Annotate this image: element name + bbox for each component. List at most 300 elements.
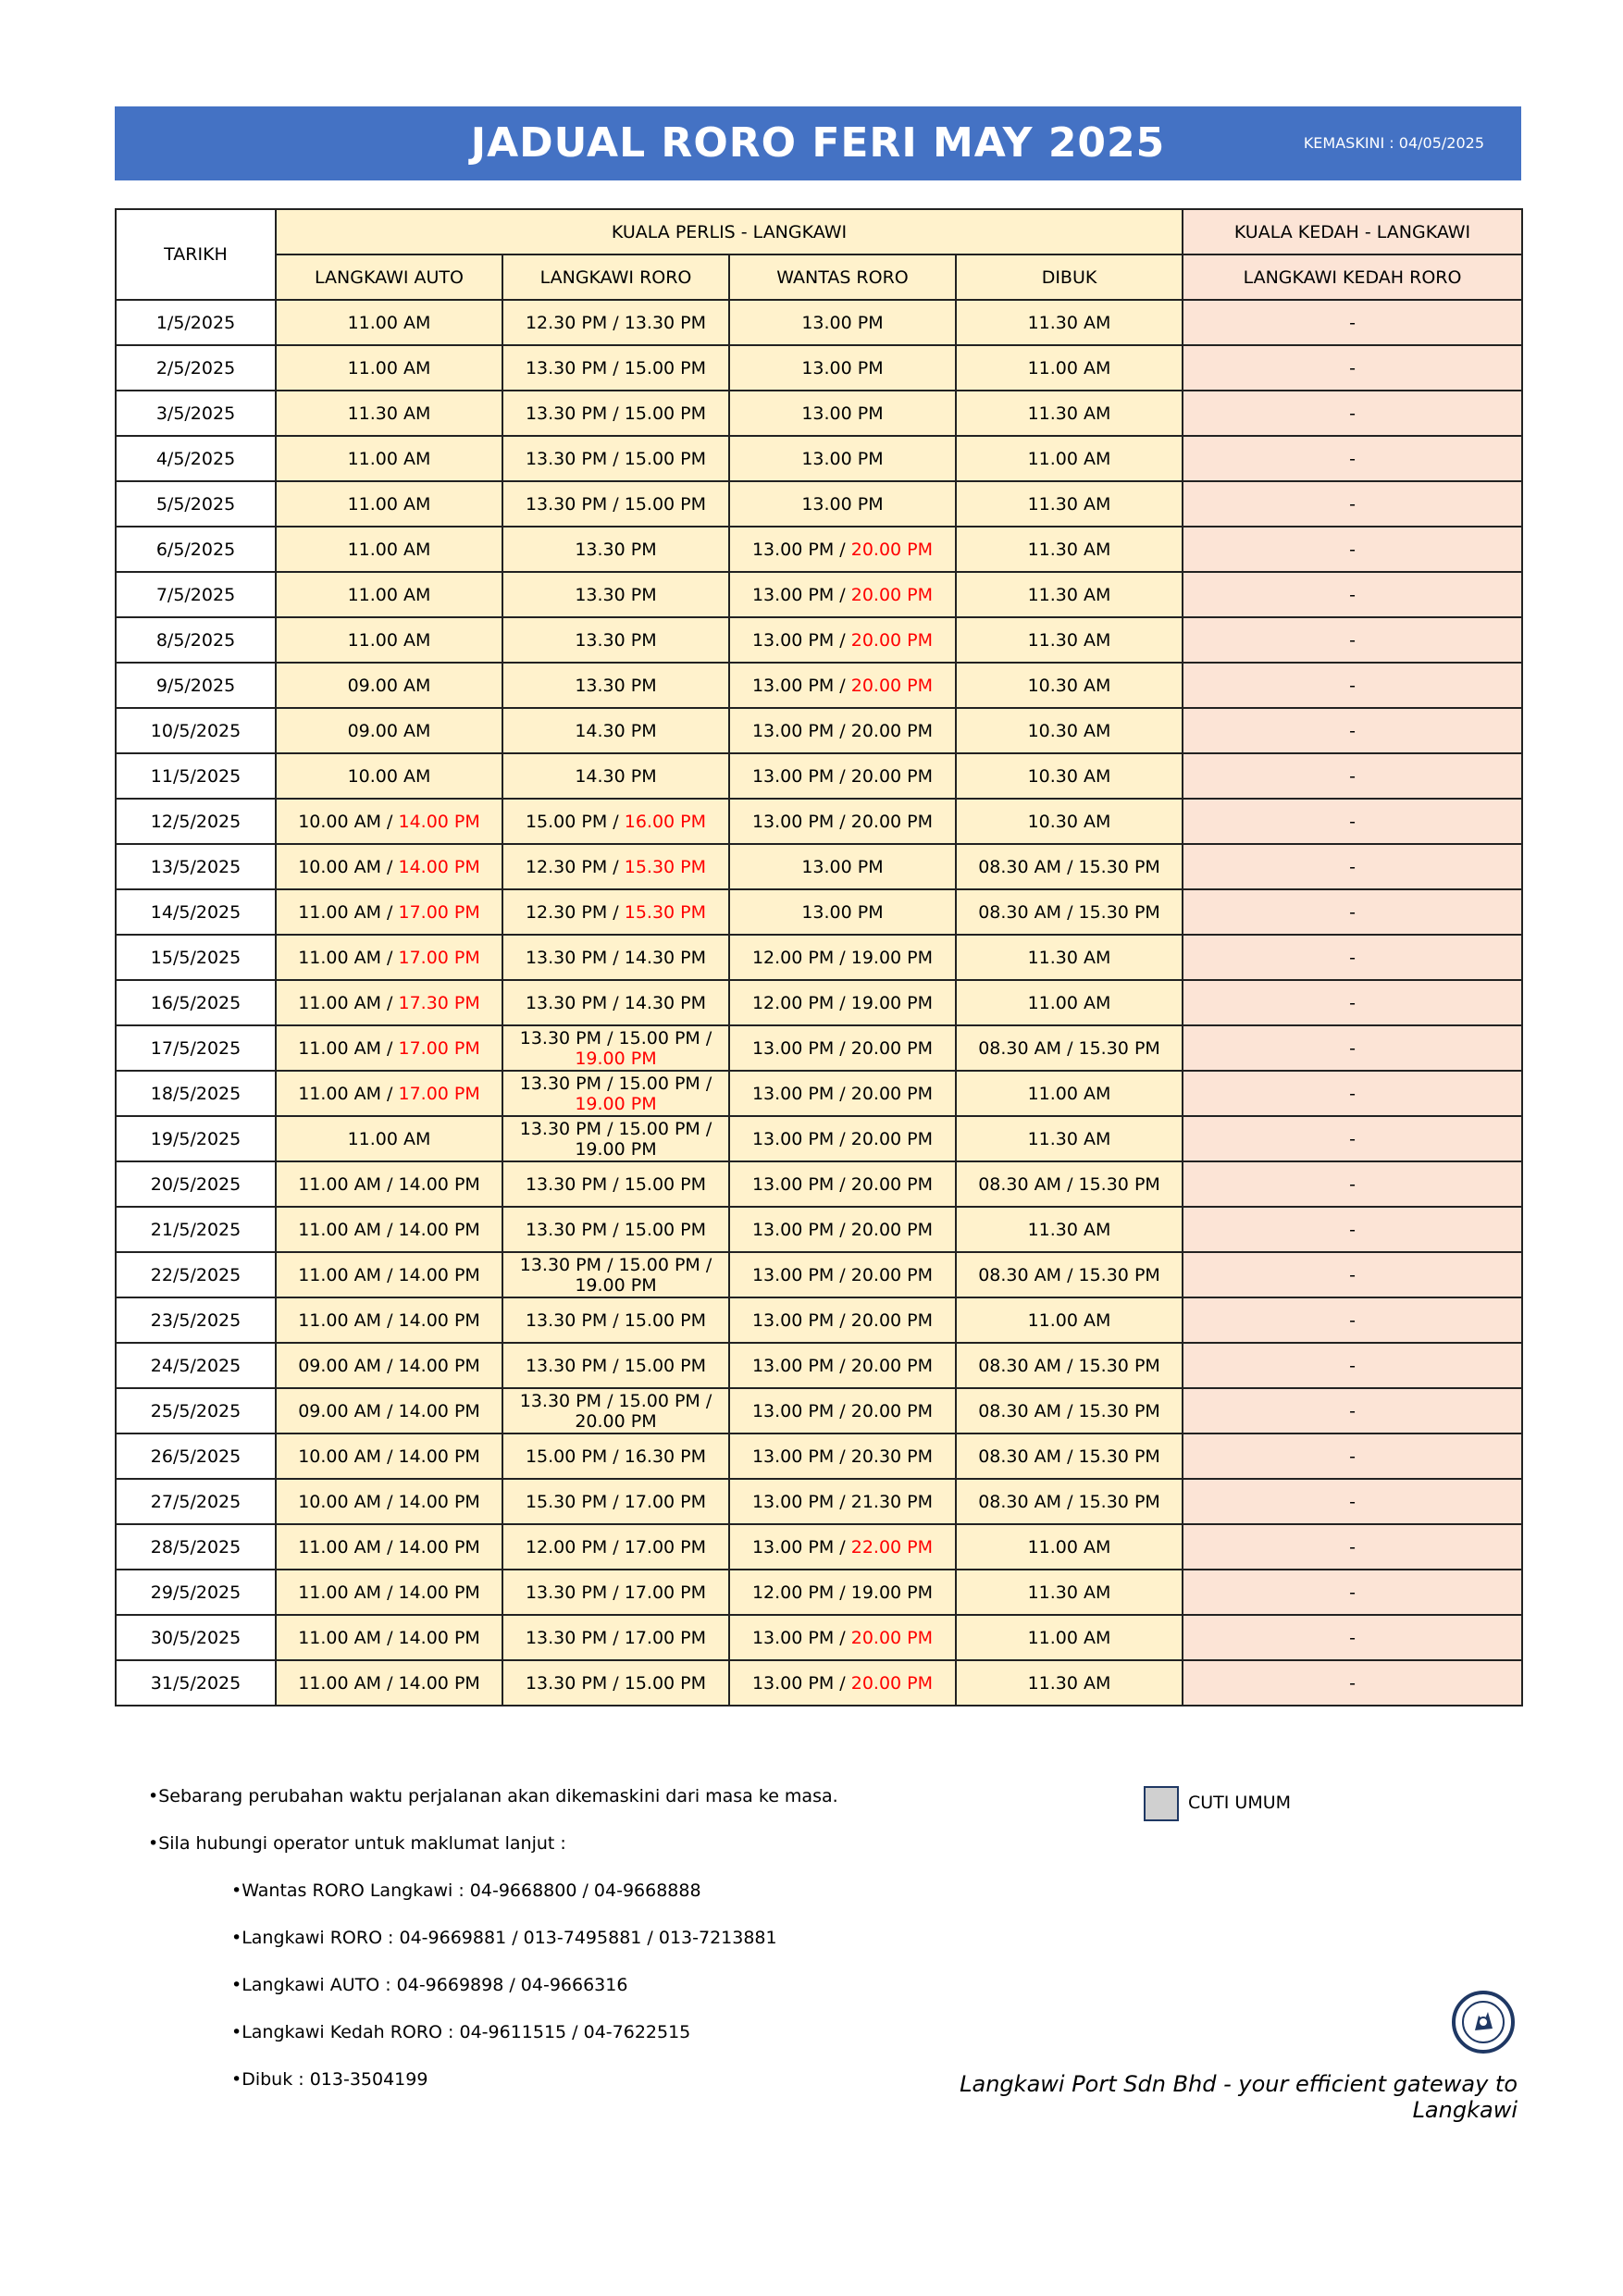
table-row bbox=[116, 481, 1522, 527]
time-text: 11.30 AM bbox=[1027, 947, 1111, 968]
time-text: 11.30 AM bbox=[1027, 1582, 1111, 1603]
added-time-text: 19.00 PM bbox=[575, 1093, 657, 1114]
time-text: 13.00 PM bbox=[801, 312, 884, 333]
time-cell-langkawi-kedah-roro bbox=[1183, 1071, 1522, 1116]
time-text: 13.00 PM bbox=[801, 493, 884, 515]
time-text: 13.30 PM / 15.00 PM bbox=[525, 357, 707, 379]
time-text: 12.00 PM / 17.00 PM bbox=[525, 1536, 707, 1558]
table-row bbox=[116, 1116, 1522, 1161]
time-text: 13.30 PM / 15.00 PM bbox=[525, 1355, 707, 1376]
time-cell-dibuk bbox=[956, 935, 1183, 980]
time-cell-langkawi-kedah-roro bbox=[1183, 1433, 1522, 1479]
time-text: 12.30 PM / bbox=[525, 856, 625, 877]
added-time-text: 20.00 PM bbox=[850, 1672, 934, 1694]
time-cell-langkawi-roro bbox=[502, 1252, 729, 1297]
time-cell-langkawi-kedah-roro bbox=[1183, 708, 1522, 753]
time-cell-langkawi-kedah-roro bbox=[1183, 1343, 1522, 1388]
time-cell-langkawi-auto bbox=[276, 1524, 502, 1570]
table-row bbox=[116, 844, 1522, 889]
time-cell-langkawi-auto bbox=[276, 708, 502, 753]
time-cell-langkawi-roro bbox=[502, 345, 729, 391]
time-text: - bbox=[1349, 1128, 1356, 1149]
time-text: 13.00 PM bbox=[801, 901, 884, 923]
table-row bbox=[116, 1660, 1522, 1706]
time-cell-langkawi-kedah-roro bbox=[1183, 345, 1522, 391]
added-time-text: 17.30 PM bbox=[398, 992, 480, 1013]
time-cell-langkawi-auto bbox=[276, 1116, 502, 1161]
time-text: - bbox=[1349, 901, 1356, 923]
time-cell-langkawi-kedah-roro bbox=[1183, 799, 1522, 844]
row-date: 24/5/2025 bbox=[116, 1343, 276, 1388]
time-cell-langkawi-auto bbox=[276, 1343, 502, 1388]
contact-langkawi-auto: •Langkawi AUTO : 04-9669898 / 04-9666316 bbox=[231, 1975, 628, 1995]
time-text: 11.00 AM bbox=[1027, 1536, 1111, 1558]
time-text: 11.00 AM / bbox=[298, 1037, 399, 1059]
time-text: 13.30 PM / 14.30 PM bbox=[525, 992, 707, 1013]
added-time-text: 20.00 PM bbox=[850, 675, 934, 696]
time-text: 14.30 PM bbox=[575, 720, 657, 741]
time-text: 10.30 AM bbox=[1027, 811, 1111, 832]
table-row bbox=[116, 1433, 1522, 1479]
time-text: 08.30 AM / 15.30 PM bbox=[978, 1355, 1160, 1376]
time-text: 11.30 AM bbox=[1027, 312, 1111, 333]
table-row bbox=[116, 1524, 1522, 1570]
date-column-header: TARIKH bbox=[116, 209, 276, 300]
time-cell-langkawi-auto bbox=[276, 753, 502, 799]
time-cell-dibuk bbox=[956, 753, 1183, 799]
row-date: 9/5/2025 bbox=[116, 663, 276, 708]
time-text: - bbox=[1349, 992, 1356, 1013]
time-text: 13.30 PM / 15.00 PM bbox=[525, 1219, 707, 1240]
time-cell-langkawi-auto bbox=[276, 617, 502, 663]
time-text: 13.30 PM / 17.00 PM bbox=[525, 1582, 707, 1603]
time-text: 13.30 PM bbox=[575, 584, 657, 605]
row-date: 12/5/2025 bbox=[116, 799, 276, 844]
table-row bbox=[116, 1071, 1522, 1116]
time-text: 13.00 PM bbox=[801, 357, 884, 379]
time-cell-langkawi-kedah-roro bbox=[1183, 617, 1522, 663]
time-cell-langkawi-kedah-roro bbox=[1183, 1252, 1522, 1297]
time-text: 11.00 AM / 14.00 PM bbox=[298, 1627, 480, 1648]
table-row bbox=[116, 1615, 1522, 1660]
table-row bbox=[116, 1207, 1522, 1252]
time-text: 11.30 AM bbox=[1027, 493, 1111, 515]
time-cell-langkawi-kedah-roro bbox=[1183, 572, 1522, 617]
time-cell-dibuk bbox=[956, 1297, 1183, 1343]
time-text: 11.30 AM bbox=[1027, 584, 1111, 605]
time-cell-langkawi-kedah-roro bbox=[1183, 391, 1522, 436]
time-cell-langkawi-roro bbox=[502, 1615, 729, 1660]
time-cell-dibuk bbox=[956, 436, 1183, 481]
time-text: 12.00 PM / 19.00 PM bbox=[751, 947, 934, 968]
time-cell-langkawi-roro bbox=[502, 1343, 729, 1388]
time-text: 12.00 PM / 19.00 PM bbox=[751, 992, 934, 1013]
time-text: - bbox=[1349, 1264, 1356, 1285]
time-text: 11.00 AM bbox=[347, 629, 431, 651]
time-cell-langkawi-roro bbox=[502, 1161, 729, 1207]
row-date: 20/5/2025 bbox=[116, 1161, 276, 1207]
langkawi-port-logo bbox=[1451, 1990, 1516, 2054]
column-header-dibuk: DIBUK bbox=[956, 254, 1183, 300]
time-cell-langkawi-roro bbox=[502, 1116, 729, 1161]
table-row bbox=[116, 1343, 1522, 1388]
time-text: 08.30 AM / 15.30 PM bbox=[978, 1264, 1160, 1285]
time-text: - bbox=[1349, 1446, 1356, 1467]
added-time-text: 17.00 PM bbox=[398, 901, 480, 923]
time-cell-langkawi-auto bbox=[276, 663, 502, 708]
table-row bbox=[116, 345, 1522, 391]
time-cell-langkawi-auto bbox=[276, 1388, 502, 1433]
time-cell-dibuk bbox=[956, 1025, 1183, 1071]
time-text: - bbox=[1349, 1083, 1356, 1104]
row-date: 8/5/2025 bbox=[116, 617, 276, 663]
time-text: 13.30 PM / 15.00 PM bbox=[525, 448, 707, 469]
time-cell-wantas-roro bbox=[729, 1116, 956, 1161]
time-cell-langkawi-auto bbox=[276, 935, 502, 980]
row-date: 15/5/2025 bbox=[116, 935, 276, 980]
row-date: 11/5/2025 bbox=[116, 753, 276, 799]
column-header-langkawi-roro: LANGKAWI RORO bbox=[502, 254, 729, 300]
time-text: 13.30 PM / 15.00 PM bbox=[525, 1672, 707, 1694]
time-cell-langkawi-kedah-roro bbox=[1183, 1025, 1522, 1071]
time-text: 13.30 PM / 15.00 PM bbox=[525, 403, 707, 424]
time-text: 13.30 PM / 15.00 PM / bbox=[519, 1027, 712, 1049]
time-cell-wantas-roro bbox=[729, 708, 956, 753]
table-row bbox=[116, 753, 1522, 799]
row-date: 10/5/2025 bbox=[116, 708, 276, 753]
time-cell-langkawi-kedah-roro bbox=[1183, 1570, 1522, 1615]
table-row bbox=[116, 935, 1522, 980]
time-cell-langkawi-auto bbox=[276, 1252, 502, 1297]
time-cell-langkawi-auto bbox=[276, 1570, 502, 1615]
time-text: - bbox=[1349, 584, 1356, 605]
time-text: 10.30 AM bbox=[1027, 765, 1111, 787]
time-cell-langkawi-auto bbox=[276, 980, 502, 1025]
time-cell-langkawi-roro bbox=[502, 391, 729, 436]
time-text: 13.00 PM / 20.00 PM bbox=[751, 1173, 934, 1195]
time-text: 11.00 AM / bbox=[298, 992, 399, 1013]
added-time-text: 17.00 PM bbox=[398, 947, 480, 968]
time-cell-langkawi-roro bbox=[502, 1388, 729, 1433]
time-text: - bbox=[1349, 1309, 1356, 1331]
time-text: 11.00 AM bbox=[1027, 1309, 1111, 1331]
time-text: - bbox=[1349, 493, 1356, 515]
row-date: 27/5/2025 bbox=[116, 1479, 276, 1524]
time-text: 11.00 AM bbox=[347, 1128, 431, 1149]
table-row bbox=[116, 436, 1522, 481]
time-text: 10.00 AM / bbox=[298, 856, 399, 877]
time-text: 13.00 PM / 20.00 PM bbox=[751, 720, 934, 741]
time-cell-langkawi-roro bbox=[502, 617, 729, 663]
time-cell-langkawi-auto bbox=[276, 844, 502, 889]
time-cell-langkawi-roro bbox=[502, 663, 729, 708]
time-text: 13.00 PM / 20.30 PM bbox=[751, 1446, 934, 1467]
time-cell-langkawi-auto bbox=[276, 1433, 502, 1479]
time-text: 11.00 AM bbox=[347, 357, 431, 379]
time-cell-dibuk bbox=[956, 708, 1183, 753]
time-text: 11.00 AM bbox=[1027, 357, 1111, 379]
row-date: 25/5/2025 bbox=[116, 1388, 276, 1433]
added-time-text: 14.00 PM bbox=[398, 856, 480, 877]
time-text: 13.00 PM bbox=[801, 856, 884, 877]
time-text: 14.30 PM bbox=[575, 765, 657, 787]
time-cell-dibuk bbox=[956, 1116, 1183, 1161]
time-cell-dibuk bbox=[956, 1524, 1183, 1570]
time-text: 13.30 PM / 17.00 PM bbox=[525, 1627, 707, 1648]
note-contact-operator: •Sila hubungi operator untuk maklumat lanjut : bbox=[148, 1833, 566, 1854]
time-text: 11.00 AM / 14.00 PM bbox=[298, 1219, 480, 1240]
time-cell-langkawi-kedah-roro bbox=[1183, 1161, 1522, 1207]
row-date: 23/5/2025 bbox=[116, 1297, 276, 1343]
table-row bbox=[116, 300, 1522, 345]
time-cell-langkawi-roro bbox=[502, 1570, 729, 1615]
time-text: 11.00 AM bbox=[1027, 1083, 1111, 1104]
time-cell-wantas-roro bbox=[729, 1660, 956, 1706]
time-text: 13.00 PM / 20.00 PM bbox=[751, 811, 934, 832]
contact-wantas-roro: •Wantas RORO Langkawi : 04-9668800 / 04-9668888 bbox=[231, 1880, 701, 1901]
time-cell-wantas-roro bbox=[729, 300, 956, 345]
time-cell-langkawi-auto bbox=[276, 1161, 502, 1207]
time-cell-wantas-roro bbox=[729, 844, 956, 889]
time-cell-langkawi-auto bbox=[276, 799, 502, 844]
time-text: 11.00 AM / 14.00 PM bbox=[298, 1672, 480, 1694]
added-time-text: 16.00 PM bbox=[624, 811, 707, 832]
time-cell-langkawi-auto bbox=[276, 345, 502, 391]
time-cell-dibuk bbox=[956, 1433, 1183, 1479]
added-time-text: 17.00 PM bbox=[398, 1037, 480, 1059]
time-text: 10.00 AM / 14.00 PM bbox=[298, 1446, 480, 1467]
time-cell-dibuk bbox=[956, 1071, 1183, 1116]
time-text: 13.00 PM bbox=[801, 448, 884, 469]
time-text: 13.00 PM / bbox=[751, 1536, 851, 1558]
time-cell-langkawi-auto bbox=[276, 1071, 502, 1116]
time-cell-wantas-roro bbox=[729, 980, 956, 1025]
time-cell-wantas-roro bbox=[729, 1071, 956, 1116]
time-text: 11.30 AM bbox=[1027, 1219, 1111, 1240]
time-cell-wantas-roro bbox=[729, 1252, 956, 1297]
time-cell-dibuk bbox=[956, 1161, 1183, 1207]
time-cell-wantas-roro bbox=[729, 436, 956, 481]
time-cell-langkawi-roro bbox=[502, 1071, 729, 1116]
time-cell-dibuk bbox=[956, 844, 1183, 889]
time-cell-wantas-roro bbox=[729, 935, 956, 980]
time-text: - bbox=[1349, 448, 1356, 469]
group-header-kuala-perlis: KUALA PERLIS - LANGKAWI bbox=[276, 209, 1183, 254]
time-cell-dibuk bbox=[956, 527, 1183, 572]
time-cell-langkawi-auto bbox=[276, 1615, 502, 1660]
added-time-text: 17.00 PM bbox=[398, 1083, 480, 1104]
time-text: - bbox=[1349, 720, 1356, 741]
time-cell-langkawi-kedah-roro bbox=[1183, 889, 1522, 935]
time-cell-langkawi-roro bbox=[502, 708, 729, 753]
added-time-text: 15.30 PM bbox=[624, 856, 707, 877]
group-header-kuala-kedah: KUALA KEDAH - LANGKAWI bbox=[1183, 209, 1522, 254]
row-date: 6/5/2025 bbox=[116, 527, 276, 572]
time-text: 13.00 PM / bbox=[751, 584, 851, 605]
time-text: 12.30 PM / 13.30 PM bbox=[525, 312, 707, 333]
time-cell-dibuk bbox=[956, 799, 1183, 844]
time-text: 13.00 PM bbox=[801, 403, 884, 424]
time-text: 13.30 PM / 15.00 PM / 19.00 PM bbox=[519, 1254, 712, 1296]
time-text: 09.00 AM bbox=[347, 720, 431, 741]
row-date: 17/5/2025 bbox=[116, 1025, 276, 1071]
time-text: 10.30 AM bbox=[1027, 675, 1111, 696]
time-text: 11.30 AM bbox=[1027, 1672, 1111, 1694]
table-row bbox=[116, 1161, 1522, 1207]
time-text: - bbox=[1349, 811, 1356, 832]
time-text: 13.00 PM / 20.00 PM bbox=[751, 1219, 934, 1240]
time-text: 12.00 PM / 19.00 PM bbox=[751, 1582, 934, 1603]
time-text: 13.30 PM / 15.00 PM / 20.00 PM bbox=[519, 1390, 712, 1432]
note-updates: •Sebarang perubahan waktu perjalanan akan dikemaskini dari masa ke masa. bbox=[148, 1786, 838, 1806]
added-time-text: 20.00 PM bbox=[850, 539, 934, 560]
time-text: - bbox=[1349, 947, 1356, 968]
time-text: 13.30 PM / 15.00 PM bbox=[525, 1173, 707, 1195]
time-text: 09.00 AM / 14.00 PM bbox=[298, 1355, 480, 1376]
table-row bbox=[116, 663, 1522, 708]
time-cell-langkawi-auto bbox=[276, 1207, 502, 1252]
time-cell-langkawi-roro bbox=[502, 481, 729, 527]
time-text: 11.00 AM bbox=[1027, 992, 1111, 1013]
time-cell-dibuk bbox=[956, 572, 1183, 617]
time-cell-langkawi-kedah-roro bbox=[1183, 980, 1522, 1025]
last-updated: KEMASKINI : 04/05/2025 bbox=[1303, 134, 1484, 152]
time-text: - bbox=[1349, 1355, 1356, 1376]
time-text: - bbox=[1349, 1491, 1356, 1512]
time-cell-wantas-roro bbox=[729, 481, 956, 527]
row-date: 16/5/2025 bbox=[116, 980, 276, 1025]
row-date: 4/5/2025 bbox=[116, 436, 276, 481]
time-cell-langkawi-kedah-roro bbox=[1183, 527, 1522, 572]
table-row bbox=[116, 1297, 1522, 1343]
table-row bbox=[116, 1479, 1522, 1524]
time-cell-dibuk bbox=[956, 663, 1183, 708]
time-text: 10.00 AM bbox=[347, 765, 431, 787]
time-cell-dibuk bbox=[956, 889, 1183, 935]
time-text: - bbox=[1349, 765, 1356, 787]
table-row bbox=[116, 1388, 1522, 1433]
time-text: - bbox=[1349, 1536, 1356, 1558]
time-text: - bbox=[1349, 1672, 1356, 1694]
time-cell-langkawi-kedah-roro bbox=[1183, 1297, 1522, 1343]
time-cell-dibuk bbox=[956, 1343, 1183, 1388]
time-cell-dibuk bbox=[956, 345, 1183, 391]
time-cell-langkawi-roro bbox=[502, 1660, 729, 1706]
time-text: 10.00 AM / 14.00 PM bbox=[298, 1491, 480, 1512]
time-cell-dibuk bbox=[956, 300, 1183, 345]
contact-langkawi-roro: •Langkawi RORO : 04-9669881 / 013-7495881 / 013-7213881 bbox=[231, 1928, 777, 1948]
time-cell-dibuk bbox=[956, 1570, 1183, 1615]
time-text: - bbox=[1349, 312, 1356, 333]
table-row bbox=[116, 799, 1522, 844]
time-cell-langkawi-roro bbox=[502, 1207, 729, 1252]
table-row bbox=[116, 617, 1522, 663]
column-header-langkawi-auto: LANGKAWI AUTO bbox=[276, 254, 502, 300]
table-row bbox=[116, 1025, 1522, 1071]
time-text: 11.00 AM / bbox=[298, 947, 399, 968]
time-cell-langkawi-auto bbox=[276, 889, 502, 935]
time-text: 11.00 AM / 14.00 PM bbox=[298, 1309, 480, 1331]
time-text: 11.00 AM bbox=[347, 312, 431, 333]
time-cell-dibuk bbox=[956, 1388, 1183, 1433]
time-cell-langkawi-kedah-roro bbox=[1183, 663, 1522, 708]
row-date: 21/5/2025 bbox=[116, 1207, 276, 1252]
row-date: 13/5/2025 bbox=[116, 844, 276, 889]
time-cell-wantas-roro bbox=[729, 617, 956, 663]
row-date: 3/5/2025 bbox=[116, 391, 276, 436]
column-header-langkawi-kedah-roro: LANGKAWI KEDAH RORO bbox=[1183, 254, 1522, 300]
page-header bbox=[115, 106, 1521, 180]
time-text: 10.00 AM / bbox=[298, 811, 399, 832]
ferry-schedule-table bbox=[115, 208, 1523, 1706]
row-date: 30/5/2025 bbox=[116, 1615, 276, 1660]
time-cell-langkawi-roro bbox=[502, 889, 729, 935]
time-text: 13.30 PM / 14.30 PM bbox=[525, 947, 707, 968]
table-row bbox=[116, 391, 1522, 436]
time-text: 11.00 AM / 14.00 PM bbox=[298, 1173, 480, 1195]
time-text: 11.00 AM bbox=[347, 448, 431, 469]
time-cell-wantas-roro bbox=[729, 391, 956, 436]
time-text: - bbox=[1349, 629, 1356, 651]
time-cell-wantas-roro bbox=[729, 753, 956, 799]
time-cell-langkawi-auto bbox=[276, 527, 502, 572]
time-text: 09.00 AM / 14.00 PM bbox=[298, 1400, 480, 1421]
time-cell-langkawi-roro bbox=[502, 935, 729, 980]
contact-langkawi-kedah-roro: •Langkawi Kedah RORO : 04-9611515 / 04-7622515 bbox=[231, 2022, 691, 2042]
time-text: - bbox=[1349, 1037, 1356, 1059]
time-cell-dibuk bbox=[956, 391, 1183, 436]
time-cell-langkawi-roro bbox=[502, 1524, 729, 1570]
time-text: 13.00 PM / 20.00 PM bbox=[751, 1355, 934, 1376]
time-text: 08.30 AM / 15.30 PM bbox=[978, 1400, 1160, 1421]
time-cell-langkawi-kedah-roro bbox=[1183, 1479, 1522, 1524]
time-text: - bbox=[1349, 1219, 1356, 1240]
time-text: - bbox=[1349, 675, 1356, 696]
time-cell-langkawi-kedah-roro bbox=[1183, 1207, 1522, 1252]
time-cell-langkawi-roro bbox=[502, 844, 729, 889]
time-text: 13.30 PM bbox=[575, 675, 657, 696]
time-text: 08.30 AM / 15.30 PM bbox=[978, 856, 1160, 877]
row-date: 1/5/2025 bbox=[116, 300, 276, 345]
added-time-text: 15.30 PM bbox=[624, 901, 707, 923]
table-row bbox=[116, 708, 1522, 753]
time-text: 15.00 PM / bbox=[525, 811, 625, 832]
time-cell-wantas-roro bbox=[729, 1343, 956, 1388]
table-row bbox=[116, 572, 1522, 617]
time-text: 13.00 PM / 20.00 PM bbox=[751, 1128, 934, 1149]
time-text: 13.00 PM / bbox=[751, 539, 851, 560]
row-date: 5/5/2025 bbox=[116, 481, 276, 527]
time-cell-wantas-roro bbox=[729, 1615, 956, 1660]
time-cell-langkawi-roro bbox=[502, 753, 729, 799]
row-date: 14/5/2025 bbox=[116, 889, 276, 935]
time-cell-langkawi-roro bbox=[502, 1433, 729, 1479]
time-text: - bbox=[1349, 1582, 1356, 1603]
time-text: 09.00 AM bbox=[347, 675, 431, 696]
time-text: 11.30 AM bbox=[1027, 629, 1111, 651]
time-cell-langkawi-auto bbox=[276, 481, 502, 527]
time-cell-langkawi-auto bbox=[276, 436, 502, 481]
row-date: 7/5/2025 bbox=[116, 572, 276, 617]
time-text: 11.30 AM bbox=[1027, 403, 1111, 424]
added-time-text: 22.00 PM bbox=[850, 1536, 934, 1558]
time-text: 11.30 AM bbox=[1027, 539, 1111, 560]
row-date: 19/5/2025 bbox=[116, 1116, 276, 1161]
time-cell-wantas-roro bbox=[729, 527, 956, 572]
time-cell-langkawi-kedah-roro bbox=[1183, 844, 1522, 889]
time-text: 08.30 AM / 15.30 PM bbox=[978, 1446, 1160, 1467]
time-cell-wantas-roro bbox=[729, 1025, 956, 1071]
